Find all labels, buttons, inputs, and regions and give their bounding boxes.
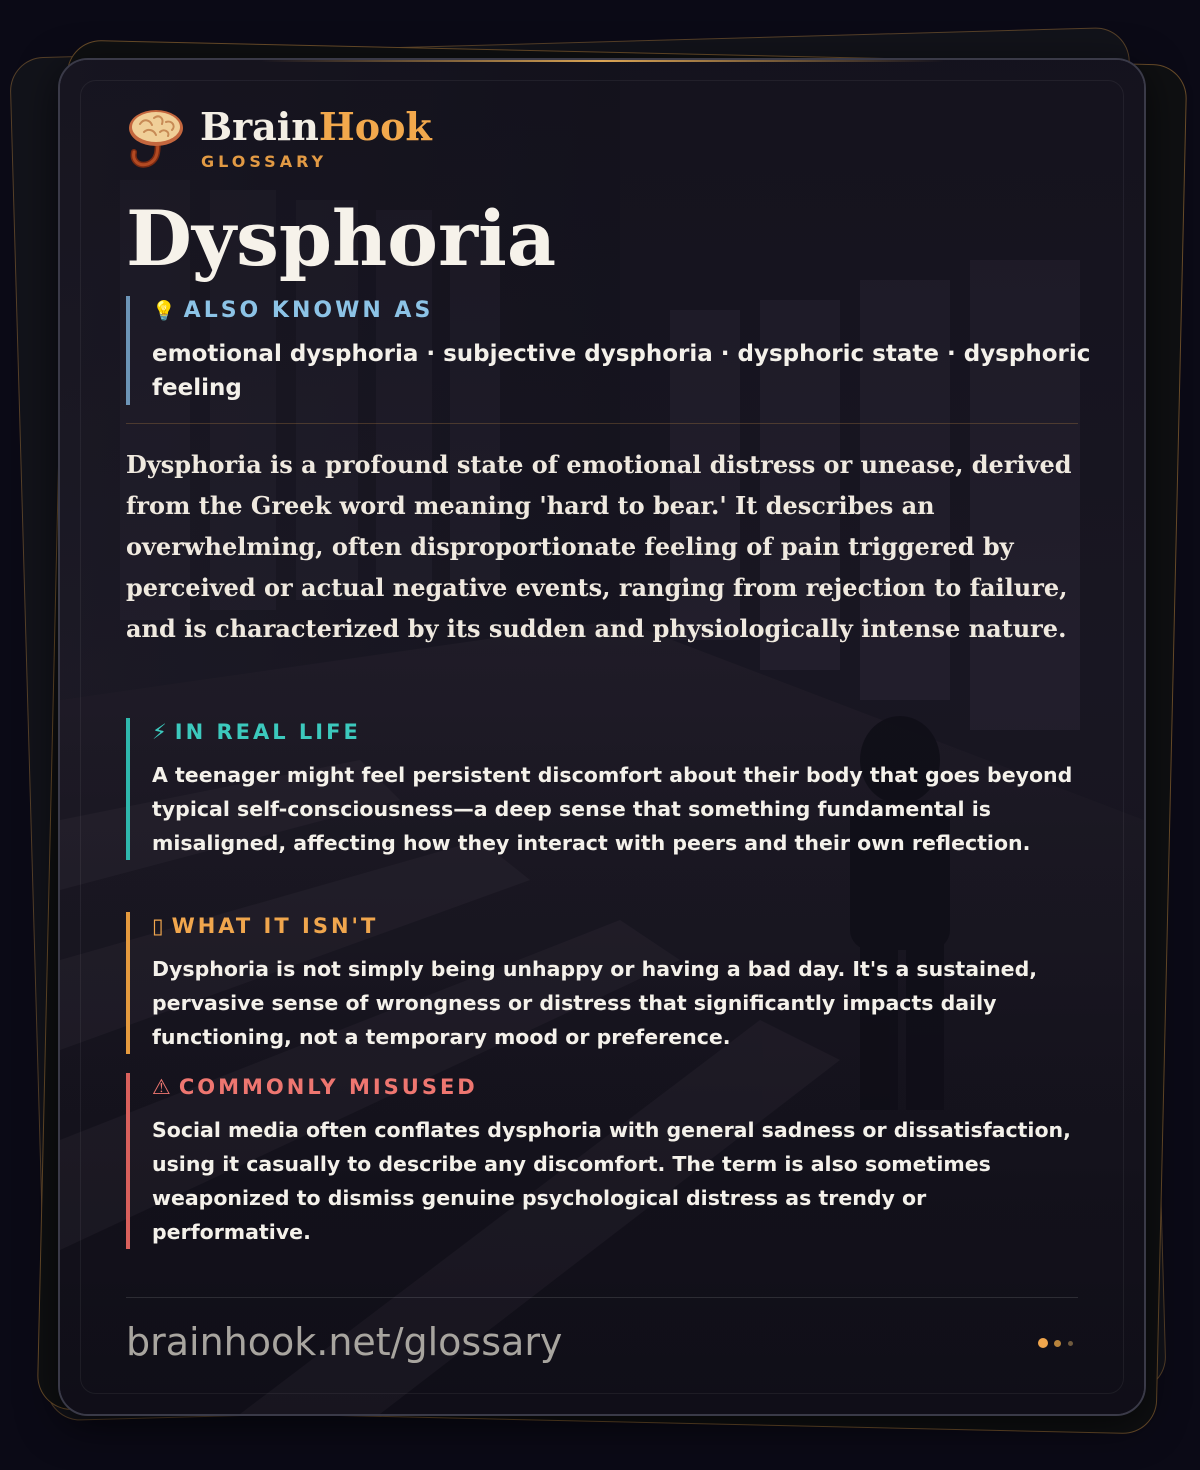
missing-glyph-icon: ▯ [152,914,164,938]
brand-name-part1: Brain [200,104,319,149]
pager-dot [1054,1340,1061,1347]
also-known-as-label: ALSO KNOWN AS [183,298,434,323]
pager-dot-active [1038,1338,1048,1348]
callout-heading [152,718,1082,746]
glossary-card [58,58,1146,1416]
pager-dot [1068,1341,1073,1346]
callout-heading-label: IN REAL LIFE [174,720,361,744]
lightbulb-icon: 💡 [152,300,176,322]
warning-icon: ⚠ [152,1075,171,1099]
pager-dots [1038,1338,1078,1350]
term-title: Dysphoria [126,194,557,283]
section-divider [126,423,1078,424]
callout-body: Dysphoria is not simply being unhappy or having a bad day. It's a sustained, pervasive sense of wrongness or distress that significantly impacts daily functioning, not a temporary mood or preference. [152,957,1038,1049]
callout-commonly-misused [126,1073,1082,1249]
footer-url[interactable]: brainhook.net/glossary [126,1320,563,1364]
also-known-as-section [126,296,1104,405]
brand-subtitle: GLOSSARY [201,152,328,171]
callout-what-it-isnt [126,912,1082,1054]
callout-in-real-life [126,718,1082,860]
callout-body: A teenager might feel persistent discomfort about their body that goes beyond typical self-consciousness—a deep sense that something fundamental is misaligned, affecting how they interact with peers and their own reflection. [152,763,1073,855]
callout-heading [152,1073,1082,1101]
callout-body: Social media often conflates dysphoria with general sadness or dissatisfaction, using it casually to describe any discomfort. The term is also sometimes weaponized to dismiss genuine psychological distress as trendy or performative. [152,1118,1071,1244]
lightning-icon: ⚡ [152,720,167,744]
also-known-as-heading [152,297,1104,325]
callout-heading [152,912,1082,940]
brain-hook-logo-icon [126,108,186,170]
brand-name-part2: Hook [318,104,432,149]
top-glow-line [260,60,944,62]
definition-text: Dysphoria is a profound state of emotional distress or unease, derived from the Greek word meaning 'hard to bear.' It describes an overwhelming, often disproportionate feeling of pain triggered by perceived or actual negative events, ranging from rejection to failure, and is characterized by its sudden and physiologically intense nature. [126,450,1072,643]
callout-heading-label: COMMONLY MISUSED [178,1075,478,1099]
footer-divider [126,1297,1078,1298]
callout-heading-label: WHAT IT ISN'T [171,914,379,938]
also-known-as-list: emotional dysphoria · subjective dysphoria · dysphoric state · dysphoric feeling [152,341,1091,401]
brand-name [200,104,432,150]
